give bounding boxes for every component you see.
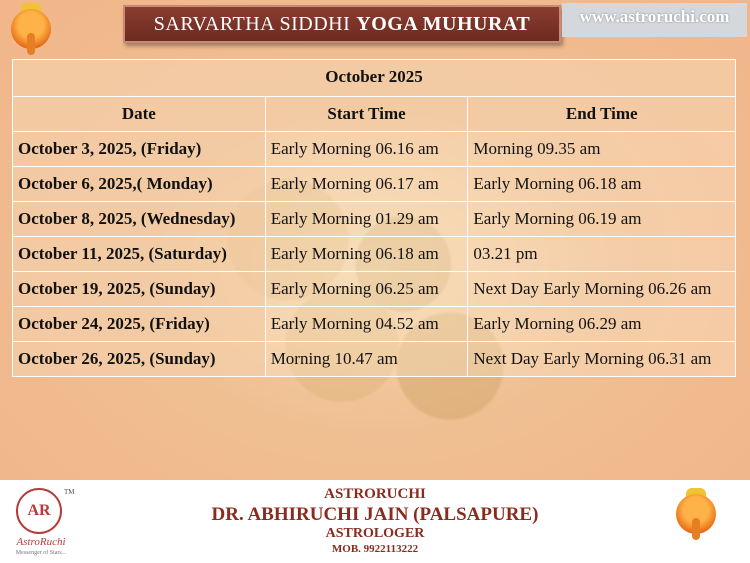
table-row xyxy=(13,237,736,272)
footer-brand: ASTRORUCHI xyxy=(324,486,426,502)
column-header-end: End Time xyxy=(468,97,736,132)
column-header-date: Date xyxy=(13,97,266,132)
title-regular: SARVARTHA SIDDHI xyxy=(153,12,351,35)
table-row xyxy=(13,272,736,307)
end-cell: Early Morning 06.19 am xyxy=(468,202,736,237)
table-row xyxy=(13,342,736,377)
column-header-start: Start Time xyxy=(265,97,468,132)
ganesha-icon xyxy=(3,3,59,59)
title-bold: YOGA MUHURAT xyxy=(356,12,531,35)
footer-role: ASTROLOGER xyxy=(325,526,425,541)
footer-mobile: MOB. 9922113222 xyxy=(331,543,419,555)
end-cell: Early Morning 06.29 am xyxy=(468,307,736,342)
end-cell: Early Morning 06.18 am xyxy=(468,167,736,202)
start-cell: Morning 10.47 am xyxy=(265,342,468,377)
table-row xyxy=(13,167,736,202)
date-cell: October 6, 2025,( Monday) xyxy=(13,167,266,202)
month-header: October 2025 xyxy=(13,60,736,97)
start-cell: Early Morning 04.52 am xyxy=(265,307,468,342)
date-cell: October 26, 2025, (Sunday) xyxy=(13,342,266,377)
page-title xyxy=(123,5,561,43)
start-cell: Early Morning 06.25 am xyxy=(265,272,468,307)
end-cell: Next Day Early Morning 06.31 am xyxy=(468,342,736,377)
table-row xyxy=(13,202,736,237)
logo-text: AstroRuchi xyxy=(16,536,66,548)
start-cell: Early Morning 06.18 am xyxy=(265,237,468,272)
start-cell: Early Morning 06.16 am xyxy=(265,132,468,167)
date-cell: October 24, 2025, (Friday) xyxy=(13,307,266,342)
logo-mark: AR xyxy=(16,488,62,534)
table-row xyxy=(13,307,736,342)
end-cell: Morning 09.35 am xyxy=(468,132,736,167)
end-cell: 03.21 pm xyxy=(468,237,736,272)
date-cell: October 8, 2025, (Wednesday) xyxy=(13,202,266,237)
date-cell: October 11, 2025, (Saturday) xyxy=(13,237,266,272)
start-cell: Early Morning 06.17 am xyxy=(265,167,468,202)
website-url[interactable]: www.astroruchi.com xyxy=(562,3,747,37)
muhurat-table xyxy=(12,59,736,377)
ganesha-icon xyxy=(668,488,728,554)
logo-tagline: Messenger of Stars... xyxy=(15,550,67,556)
date-cell: October 19, 2025, (Sunday) xyxy=(13,272,266,307)
table-row xyxy=(13,132,736,167)
trademark: TM xyxy=(64,488,75,496)
start-cell: Early Morning 01.29 am xyxy=(265,202,468,237)
end-cell: Next Day Early Morning 06.26 am xyxy=(468,272,736,307)
footer-name: DR. ABHIRUCHI JAIN (PALSAPURE) xyxy=(211,504,539,525)
footer xyxy=(0,480,750,563)
date-cell: October 3, 2025, (Friday) xyxy=(13,132,266,167)
